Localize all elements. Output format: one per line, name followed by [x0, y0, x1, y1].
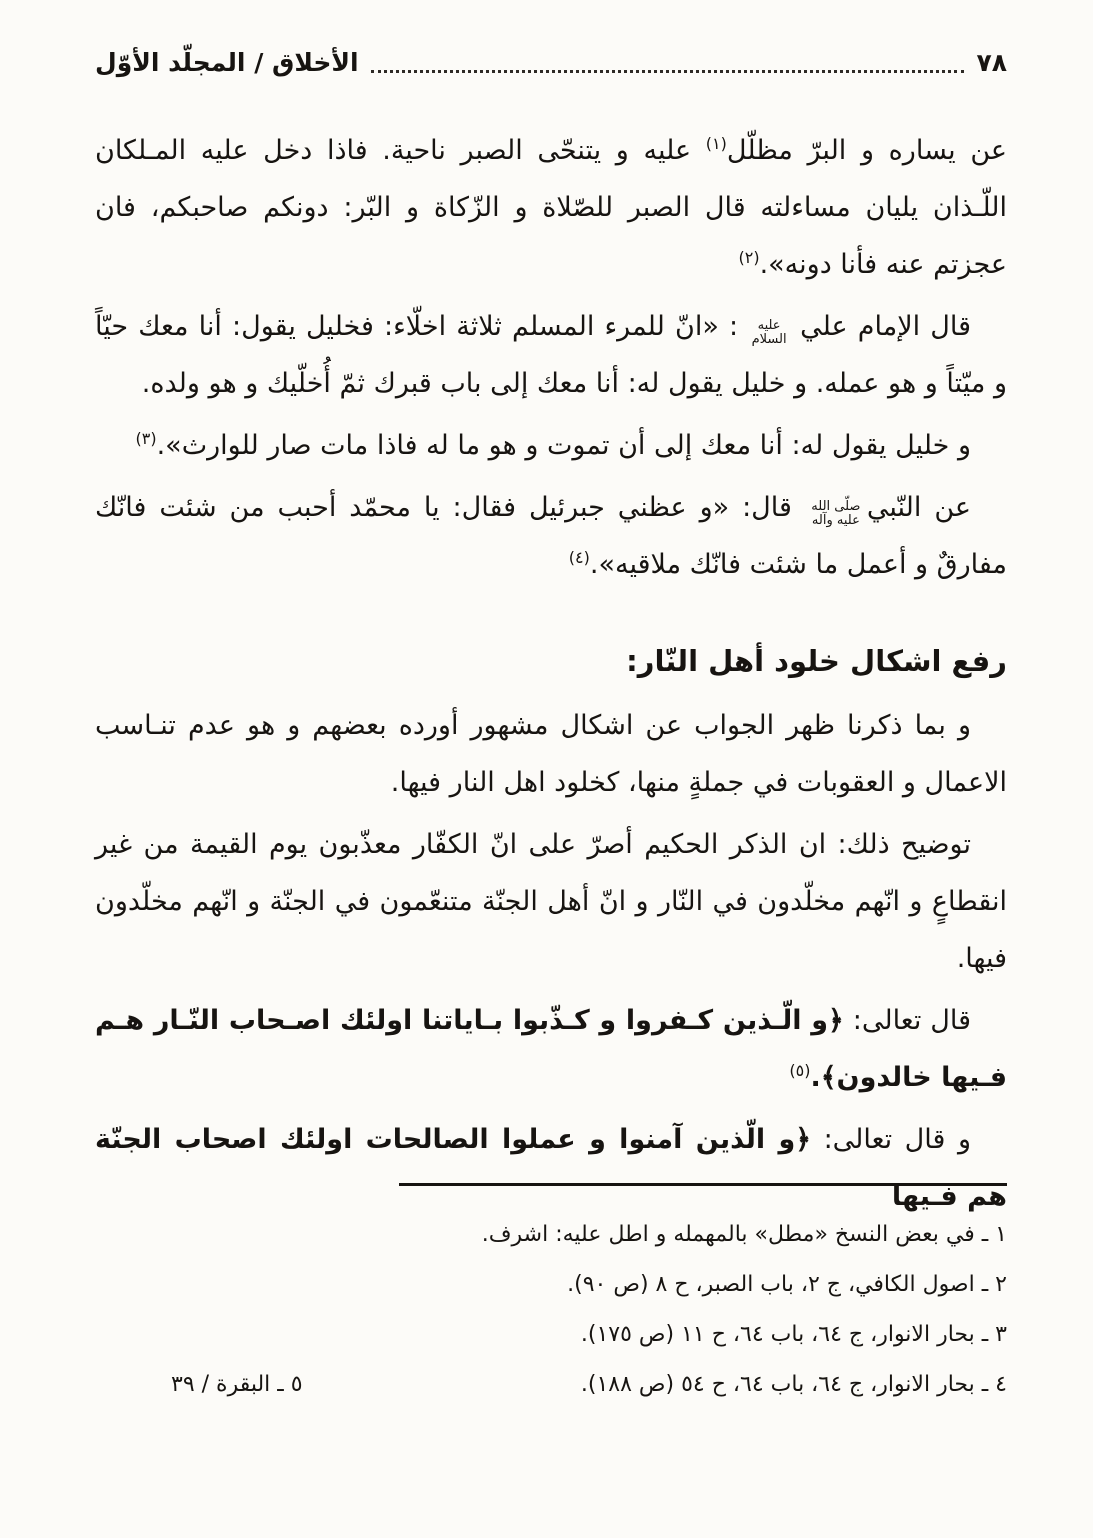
paragraph-3 — [95, 417, 1007, 474]
paragraph-text: قال تعالى: — [843, 1005, 971, 1036]
paragraph-7 — [95, 992, 1007, 1106]
paragraph-text: قال: «و عظني جبرئيل فقال: يا محمّد أحبب من شئت فانّك مفارقٌ و أعمل ما شئت فانّك ملاقيه». — [95, 492, 1007, 580]
honorific-salla-allahu-alayhi-wa-aalih: صلّى الله عليه وآله — [811, 499, 861, 528]
running-header — [95, 46, 1007, 80]
paragraph-6: توضيح ذلك: ان الذكر الحكيم أصرّ على انّ الكفّار معذّبون يوم القيمة من غير انقطاعٍ و انّهم مخلّدون في النّار و انّ أهل الجنّة متنعّمون في الجنّة و انّهم مخلّدون فيها. — [95, 829, 1007, 974]
paragraph-5: و بما ذكرنا ظهر الجواب عن اشكال مشهور أورده بعضهم و هو عدم تنـاسب الاعمال و العقوبات في جملةٍ منها، كخلود اهل النار فيها. — [95, 710, 1007, 798]
footnote-marker-5: (٥) — [789, 1061, 811, 1080]
quran-verse-baqarah-39: ﴿و الّـذين كـفروا و كـذّبوا بـاياتنا اولئك اصـحاب النّـار هـم فـيها خالدون﴾. — [95, 1005, 1007, 1093]
footnote-separator-rule — [399, 1183, 1007, 1186]
paragraph-1 — [95, 122, 1007, 293]
paragraph-2 — [95, 298, 1007, 412]
paragraph-4 — [95, 479, 1007, 593]
footnote-marker-2: (٢) — [738, 248, 760, 267]
footnote-5-quran-reference: ٥ ـ البقرة / ٣٩ — [171, 1372, 303, 1397]
footnote-marker-1: (١) — [705, 134, 727, 153]
dotted-leader — [371, 70, 965, 73]
paragraph-text: و خليل يقول له: أنا معك إلى أن تموت و هو ما له فاذا مات صار للوارث». — [156, 430, 971, 461]
section-heading: رفع اشكال خلود أهل النّار: — [626, 644, 1007, 678]
page-body — [95, 122, 1007, 1225]
paragraph-text: عن النّبي — [866, 492, 971, 523]
footnote-marker-4: (٤) — [568, 548, 590, 567]
paragraph-text: عليه و يتنحّى الصبر ناحية. فاذا دخل عليه المـلكان اللّـذان يليان مساءلته قال الصبر للصّلاة و الزّكاة و البّر: دونكم صاحبكم، فان عجزتم عنه فأنا دونه». — [95, 135, 1007, 280]
paragraph-text: و قال تعالى: — [811, 1124, 971, 1155]
paragraph-text: : «انّ للمرء المسلم ثلاثة اخلّاء: فخليل يقول: أنا معك حيّاً و ميّتاً و هو عمله. و خليل يقول له: أنا معك إلى باب قبرك ثمّ أُخلّيك و هو ولده. — [95, 311, 1007, 399]
footnote-marker-3: (٣) — [135, 429, 157, 448]
quran-verse-continued: ﴿و الّذين آمنوا و عملوا الصالحات اولئك اصحاب الجنّة هم فـيها — [95, 1124, 1007, 1212]
footnote-4: ٤ ـ بحار الانوار، ج ٦٤، باب ٦٤، ح ٥٤ (ص ١٨٨). — [580, 1372, 1007, 1397]
footnote-3: ٣ ـ بحار الانوار، ج ٦٤، باب ٦٤، ح ١١ (ص ١٧٥). — [580, 1322, 1007, 1347]
footnote-2: ٢ ـ اصول الكافي، ج ٢، باب الصبر، ح ٨ (ص ٩٠). — [567, 1272, 1007, 1297]
running-title: الأخلاق / المجلّد الأوّل — [95, 48, 359, 77]
paragraph-text: قال الإمام علي — [800, 311, 971, 342]
footnotes-section — [95, 1183, 1007, 1410]
paragraph-text: عن يساره و البرّ مظلّل — [726, 135, 1007, 166]
honorific-alayhis-salam: عليه السلام — [751, 318, 787, 347]
footnote-bottom-row — [95, 1360, 1007, 1410]
footnote-1: ١ ـ في بعض النسخ «مطل» بالمهمله و اطل عليه: اشرف. — [481, 1222, 1007, 1247]
page-number: ٧٨ — [976, 48, 1007, 77]
